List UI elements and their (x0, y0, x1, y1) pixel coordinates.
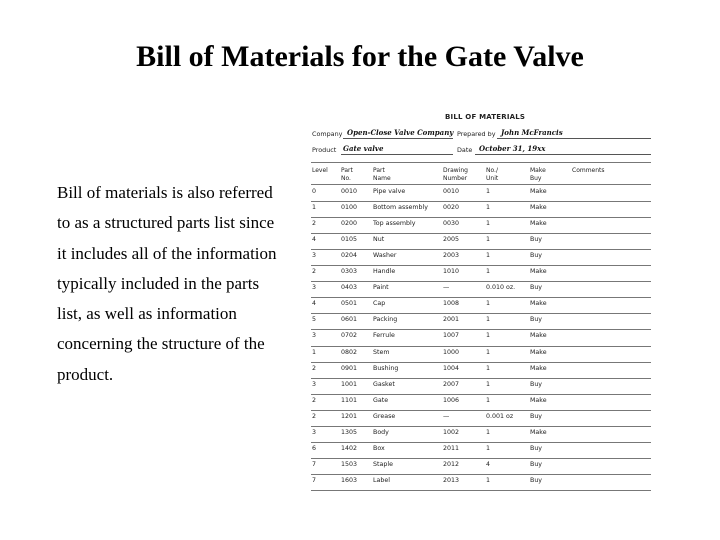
level-cell: 2 (312, 364, 317, 372)
drawing-number-cell: 2007 (443, 380, 460, 388)
company-label: Company (312, 130, 343, 138)
make-buy-cell: Make (530, 396, 547, 404)
row-rule (311, 313, 651, 314)
drawing-number-cell: 1000 (443, 348, 460, 356)
make-buy-cell: Make (530, 188, 547, 195)
level-cell: 4 (312, 236, 317, 244)
level-cell: 2 (312, 268, 317, 276)
column-header-quantity: No./ Unit (486, 167, 499, 182)
drawing-number-cell: 1006 (443, 396, 460, 404)
part-name-cell: Stem (373, 348, 390, 356)
drawing-number-cell: 2013 (443, 476, 460, 484)
row-rule (311, 362, 651, 363)
part-name-cell: Gasket (373, 380, 395, 388)
row-rule (311, 442, 651, 443)
row-rule (311, 265, 651, 266)
make-buy-cell: Make (530, 348, 547, 356)
row-rule (311, 490, 651, 491)
level-cell: 2 (312, 396, 317, 404)
quantity-cell: 1 (486, 348, 491, 356)
part-number-cell: 1402 (341, 444, 358, 452)
product-value: Gate valve (343, 144, 384, 153)
drawing-number-cell: 0020 (443, 204, 460, 212)
part-name-cell: Body (373, 428, 389, 436)
body-paragraph: Bill of materials is also referred to as a structured parts list since it includes all of the information typically included in the parts list, as well as information concerning the structure of the product. (57, 183, 277, 384)
make-buy-cell: Make (530, 428, 547, 436)
make-buy-cell: Buy (530, 476, 543, 484)
row-rule (311, 201, 651, 202)
part-name-cell: Pipe valve (373, 188, 406, 195)
row-rule (311, 410, 651, 411)
row-rule (311, 426, 651, 427)
slide-title: Bill of Materials for the Gate Valve (136, 40, 584, 73)
drawing-number-cell: 2012 (443, 460, 460, 468)
part-name-cell: Bushing (373, 364, 399, 372)
level-cell: 6 (312, 444, 317, 452)
quantity-cell: 1 (486, 380, 491, 388)
part-name-cell: Packing (373, 316, 398, 324)
level-cell: 3 (312, 428, 317, 436)
column-header-comments: Comments (572, 167, 605, 174)
part-number-cell: 1201 (341, 412, 358, 420)
part-number-cell: 1305 (341, 428, 358, 436)
make-buy-cell: Make (530, 204, 547, 212)
product-label: Product (312, 146, 337, 154)
part-number-cell: 0802 (341, 348, 358, 356)
level-cell: 1 (312, 348, 317, 356)
drawing-number-cell: 2001 (443, 316, 460, 324)
drawing-number-cell: 2011 (443, 444, 460, 452)
part-name-cell: Ferrule (373, 332, 395, 340)
column-header-level: Level (312, 167, 328, 174)
quantity-cell: 1 (486, 332, 491, 340)
make-buy-cell: Make (530, 220, 547, 228)
level-cell: 3 (312, 332, 317, 340)
make-buy-cell: Buy (530, 236, 543, 244)
part-number-cell: 0901 (341, 364, 358, 372)
quantity-cell: 1 (486, 220, 491, 228)
bom-heading: BILL OF MATERIALS (445, 113, 526, 121)
row-rule (311, 458, 651, 459)
make-buy-cell: Buy (530, 460, 543, 468)
level-cell: 1 (312, 204, 317, 212)
part-number-cell: 0601 (341, 316, 358, 324)
quantity-cell: 1 (486, 204, 491, 212)
part-number-cell: 0501 (341, 300, 358, 308)
product-underline (341, 154, 453, 155)
drawing-number-cell: 2003 (443, 252, 460, 260)
quantity-cell: 1 (486, 300, 491, 308)
part-name-cell: Grease (373, 412, 396, 420)
level-cell: 7 (312, 476, 317, 484)
part-number-cell: 0303 (341, 268, 358, 276)
drawing-number-cell: 1002 (443, 428, 460, 436)
part-name-cell: Handle (373, 268, 396, 276)
level-cell: 5 (312, 316, 317, 324)
level-cell: 2 (312, 412, 317, 420)
header-bottom-rule (311, 184, 651, 185)
drawing-number-cell: 0030 (443, 220, 460, 228)
make-buy-cell: Make (530, 332, 547, 340)
row-rule (311, 297, 651, 298)
column-header-drawing-number: Drawing Number (443, 167, 468, 182)
part-number-cell: 1603 (341, 476, 358, 484)
part-number-cell: 1101 (341, 396, 358, 404)
drawing-number-cell: — (443, 284, 450, 292)
quantity-cell: 1 (486, 476, 491, 484)
row-rule (311, 394, 651, 395)
part-name-cell: Box (373, 444, 385, 452)
quantity-cell: 1 (486, 316, 491, 324)
quantity-cell: 4 (486, 460, 491, 468)
row-rule (311, 233, 651, 234)
part-name-cell: Label (373, 476, 390, 484)
make-buy-cell: Buy (530, 380, 543, 388)
prepared-by-label: Prepared by (457, 130, 496, 138)
company-value: Open-Close Valve Company (347, 128, 454, 137)
make-buy-cell: Make (530, 364, 547, 372)
make-buy-cell: Make (530, 268, 547, 276)
make-buy-cell: Buy (530, 412, 543, 420)
level-cell: 3 (312, 380, 317, 388)
drawing-number-cell: 2005 (443, 236, 460, 244)
part-number-cell: 0010 (341, 188, 358, 195)
quantity-cell: 1 (486, 364, 491, 372)
make-buy-cell: Buy (530, 316, 543, 324)
make-buy-cell: Buy (530, 252, 543, 260)
row-rule (311, 329, 651, 330)
row-rule (311, 217, 651, 218)
row-rule (311, 281, 651, 282)
quantity-cell: 1 (486, 188, 491, 195)
quantity-cell: 1 (486, 428, 491, 436)
part-name-cell: Cap (373, 300, 386, 308)
column-header-make-buy: Make Buy (530, 167, 546, 182)
level-cell: 3 (312, 284, 317, 292)
quantity-cell: 1 (486, 252, 491, 260)
date-underline (475, 154, 651, 155)
drawing-number-cell: 1010 (443, 268, 460, 276)
column-header-part-no: Part No. (341, 167, 353, 182)
drawing-number-cell: 1007 (443, 332, 460, 340)
part-number-cell: 0105 (341, 236, 358, 244)
date-label: Date (457, 146, 473, 154)
part-number-cell: 1001 (341, 380, 358, 388)
prepared-by-underline (497, 138, 651, 139)
level-cell: 0 (312, 188, 317, 195)
level-cell: 4 (312, 300, 317, 308)
quantity-cell: 1 (486, 268, 491, 276)
part-name-cell: Nut (373, 236, 385, 244)
drawing-number-cell: — (443, 412, 450, 420)
level-cell: 2 (312, 220, 317, 228)
drawing-number-cell: 1004 (443, 364, 460, 372)
part-name-cell: Gate (373, 396, 389, 404)
drawing-number-cell: 1008 (443, 300, 460, 308)
part-name-cell: Top assembly (373, 220, 416, 228)
part-number-cell: 0204 (341, 252, 358, 260)
part-name-cell: Staple (373, 460, 393, 468)
make-buy-cell: Buy (530, 444, 543, 452)
company-underline (343, 138, 453, 139)
quantity-cell: 1 (486, 396, 491, 404)
row-rule (311, 346, 651, 347)
quantity-cell: 0.010 oz. (486, 284, 516, 292)
part-number-cell: 0200 (341, 220, 358, 228)
header-top-rule (311, 162, 651, 163)
quantity-cell: 0.001 oz (486, 412, 514, 420)
part-name-cell: Paint (373, 284, 389, 292)
make-buy-cell: Make (530, 300, 547, 308)
drawing-number-cell: 0010 (443, 188, 460, 195)
part-number-cell: 0403 (341, 284, 358, 292)
column-header-part-name: Part Name (373, 167, 391, 182)
row-rule (311, 249, 651, 250)
level-cell: 3 (312, 252, 317, 260)
quantity-cell: 1 (486, 444, 491, 452)
part-name-cell: Bottom assembly (373, 204, 428, 212)
prepared-by-value: John McFrancis (501, 128, 563, 137)
part-name-cell: Washer (373, 252, 397, 260)
date-value: October 31, 19xx (479, 144, 546, 153)
part-number-cell: 1503 (341, 460, 358, 468)
part-number-cell: 0702 (341, 332, 358, 340)
quantity-cell: 1 (486, 236, 491, 244)
part-number-cell: 0100 (341, 204, 358, 212)
row-rule (311, 474, 651, 475)
level-cell: 7 (312, 460, 317, 468)
row-rule (311, 378, 651, 379)
make-buy-cell: Buy (530, 284, 543, 292)
